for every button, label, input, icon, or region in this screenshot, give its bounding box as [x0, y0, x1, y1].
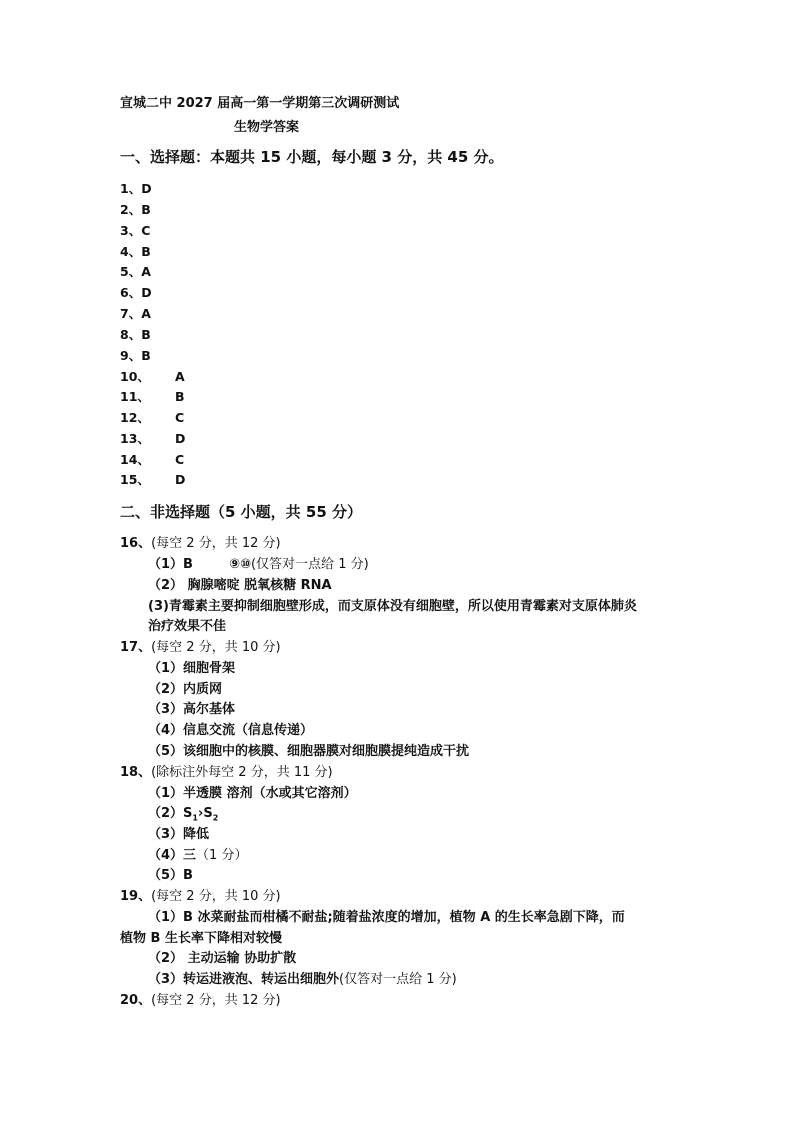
list-item: 14、 C [120, 452, 185, 467]
list-item: 9、B [120, 348, 151, 363]
q20-header: 20、(每空 2 分，共 12 分) [120, 993, 281, 1008]
q17-answer-3: （3）高尔基体 [148, 702, 236, 717]
list-item: 7、A [120, 306, 151, 321]
q18-answer-5: （5）B [148, 868, 193, 883]
q17-answer-5: （5）该细胞中的核膜、细胞器膜对细胞膜提纯造成干扰 [148, 744, 470, 759]
list-item: 2、B [120, 202, 151, 217]
q16-answer-3: (3)青霉素主要抑制细胞壁形成，而支原体没有细胞壁，所以使用青霉素对支原体肺炎 [148, 599, 637, 614]
page-subtitle: 生物学答案 [234, 120, 300, 135]
q17-answer-4: （4）信息交流（信息传递） [148, 723, 314, 738]
page-title: 宣城二中 2027 届高一第一学期第三次调研测试 [120, 96, 400, 111]
q19-answer-1: （1）B 冰菜耐盐而柑橘不耐盐;随着盐浓度的增加，植物 A 的生长率急剧下降，而 [148, 910, 625, 925]
q19-answer-2: （2） 主动运输 协助扩散 [148, 951, 297, 966]
list-item: 1、D [120, 181, 152, 196]
q18-header: 18、(除标注外每空 2 分，共 11 分) [120, 765, 333, 780]
list-item: 13、 D [120, 431, 186, 446]
q16-answer-2: （2） 胸腺嘧啶 脱氧核糖 RNA [148, 578, 332, 593]
q17-header: 17、(每空 2 分，共 10 分) [120, 640, 281, 655]
section1-heading: 一、选择题：本题共 15 小题，每小题 3 分，共 45 分。 [120, 148, 504, 166]
list-item: 3、C [120, 223, 151, 238]
q18-answer-3: （3）降低 [148, 827, 210, 842]
q18-answer-4: （4）三（1 分） [148, 848, 248, 863]
q16-answer-3-cont: 治疗效果不佳 [148, 619, 227, 634]
q19-answer-1-cont: 植物 B 生长率下降相对较慢 [120, 931, 282, 946]
q16-header: 16、(每空 2 分，共 12 分) [120, 536, 281, 551]
q18-answer-1: （1）半透膜 溶剂（水或其它溶剂） [148, 786, 357, 801]
q18-answer-2: $(2)S_1›S_2$ [148, 806, 219, 823]
q17-answer-1: （1）细胞骨架 [148, 661, 236, 676]
q19-header: 19、(每空 2 分，共 10 分) [120, 889, 281, 904]
list-item: 6、D [120, 285, 152, 300]
q19-answer-3: （3）转运进液泡、转运出细胞外(仅答对一点给 1 分) [148, 972, 457, 987]
q17-answer-2: （2）内质网 [148, 682, 223, 697]
list-item: 8、B [120, 327, 151, 342]
list-item: 4、B [120, 244, 151, 259]
list-item: 10、 A [120, 369, 185, 384]
list-item: 12、 C [120, 410, 185, 425]
list-item: 15、 D [120, 472, 186, 487]
section2-heading: 二、非选择题（5 小题，共 55 分） [120, 503, 362, 521]
list-item: 11、 B [120, 389, 185, 404]
q16-answer-1: （1）B ⑨⑩(仅答对一点给 1 分) [148, 557, 369, 572]
list-item: 5、A [120, 264, 151, 279]
